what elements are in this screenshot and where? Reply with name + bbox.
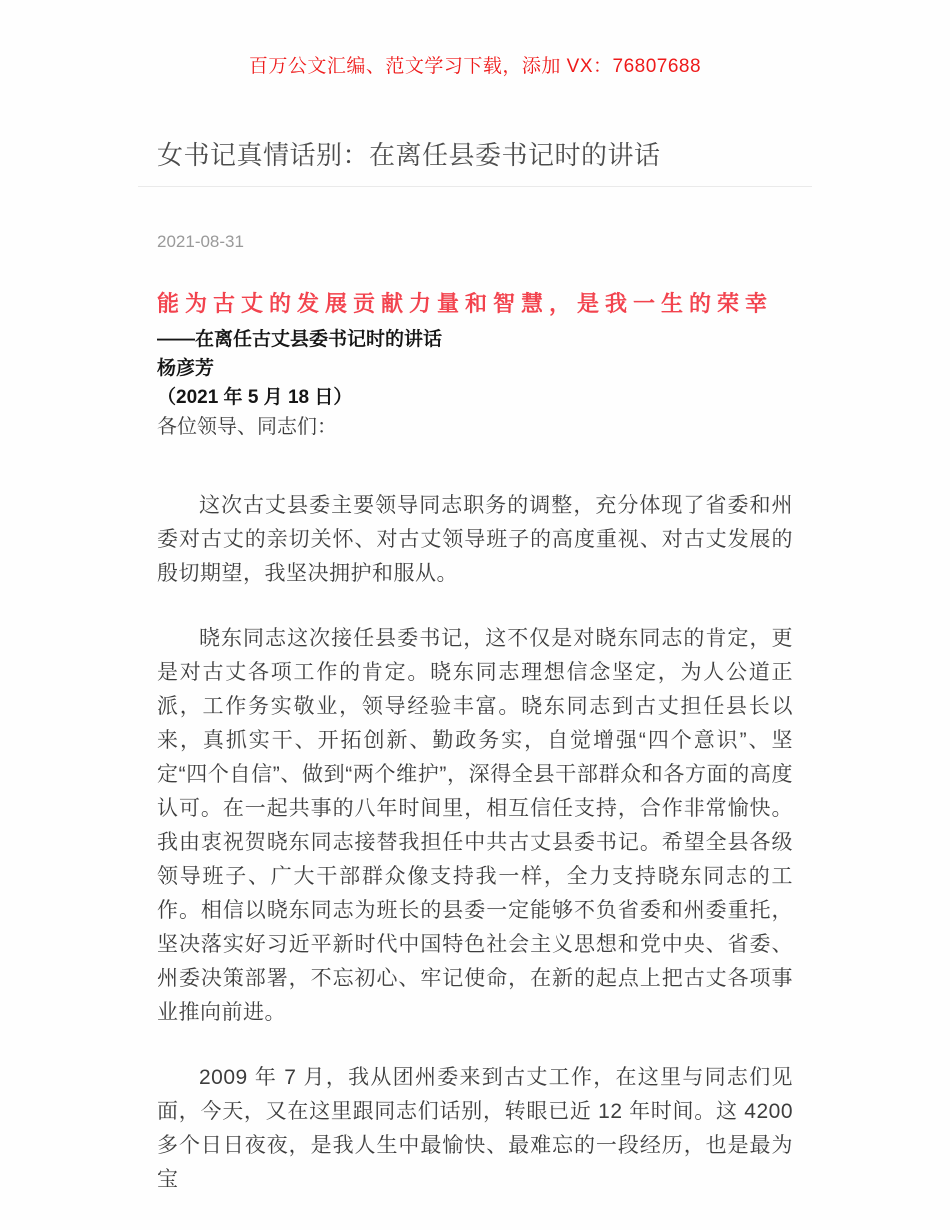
title-divider [138,186,812,187]
speech-author: 杨彦芳 [157,358,215,379]
speech-greeting: 各位领导、同志们： [157,416,337,438]
promo-banner: 百万公文汇编、范文学习下载，添加 VX：76807688 [248,56,702,77]
paragraph: 晓东同志这次接任县委书记，这不仅是对晓东同志的肯定，更是对古丈各项工作的肯定。晓东同志理想信念坚定，为人公道正派，工作务实敬业，领导经验丰富。晓东同志到古丈担任县长以来，真抓实干、开拓创新、勤政务实，自觉增强“四个意识”、坚定“四个自信”、做到“两个维护”，深得全县干部群众和各方面的高度认可。在一起共事的八年时间里，相互信任支持，合作非常愉快。我由衷祝贺晓东同志接替我担任中共古丈县委书记。希望全县各级领导班子、广大干部群众像支持我一样，全力支持晓东同志的工作。相信以晓东同志为班长的县委一定能够不负省委和州委重托，坚决落实好习近平新时代中国特色社会主义思想和党中央、省委、州委决策部署，不忘初心、牢记使命，在新的起点上把古丈各项事业推向前进。 [157,627,793,1024]
speech-body [157,489,793,1197]
speech-subtitle: ——在离任古丈县委书记时的讲话 [157,329,443,350]
speech-date: （2021 年 5 月 18 日） [157,387,353,408]
speech-headline: 能为古丈的发展贡献力量和智慧，是我一生的荣幸 [157,291,774,316]
page-title: 女书记真情话别：在离任县委书记时的讲话 [157,140,661,170]
paragraph: 2009 年 7 月，我从团州委来到古丈工作，在这里与同志们见面，今天，又在这里跟同志们话别，转眼已近 12 年时间。这 4200 多个日日夜夜，是我人生中最愉快、最难忘的一段经历，也是最为宝 [157,1066,793,1191]
paragraph: 这次古丈县委主要领导同志职务的调整，充分体现了省委和州委对古丈的亲切关怀、对古丈领导班子的高度重视、对古丈发展的殷切期望，我坚决拥护和服从。 [157,494,793,585]
article-container [138,138,812,1197]
publish-date: 2021-08-31 [157,232,244,251]
